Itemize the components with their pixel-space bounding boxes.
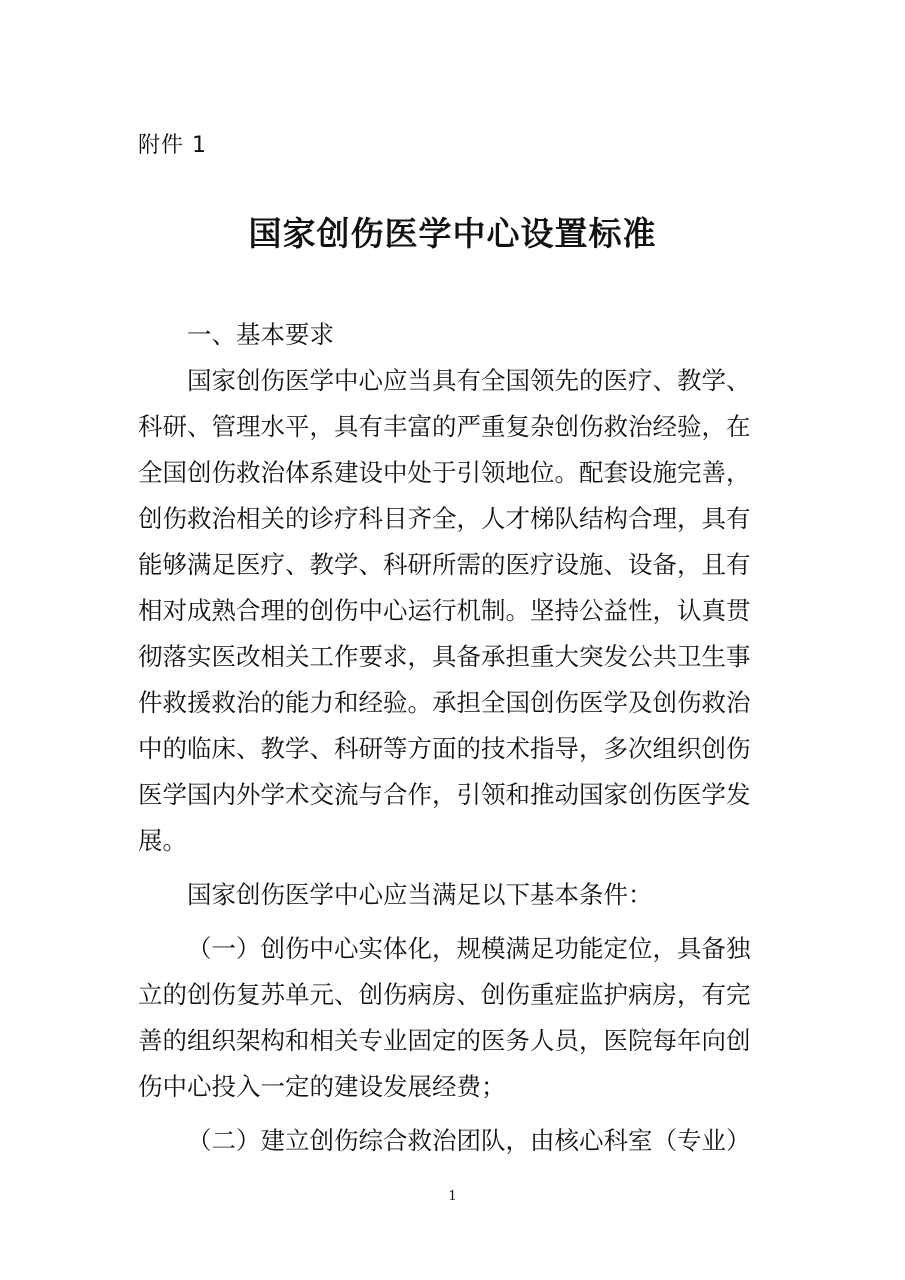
paragraph-line: 能够满足医疗、教学、科研所需的医疗设施、设备，且有 [138,550,751,579]
paragraph-line: 科研、管理水平，具有丰富的严重复杂创伤救治经验，在 [138,412,751,441]
paragraph-line: 彻落实医改相关工作要求，具备承担重大突发公共卫生事 [138,642,751,671]
paragraph-line: 创伤救治相关的诊疗科目齐全，人才梯队结构合理，具有 [138,504,751,533]
page-number: 1 [448,1189,457,1204]
paragraph-line: 展。 [138,826,187,855]
document-body [138,312,772,1164]
section-heading: 一、基本要求 [187,320,334,349]
list-item-line: 立的创伤复苏单元、创伤病房、创伤重症监护病房，有完 [138,980,751,1009]
list-item-line: 善的组织架构和相关专业固定的医务人员，医院每年向创 [138,1026,751,1055]
list-item-line: （二）建立创伤综合救治团队，由核心科室（专业） [187,1126,751,1155]
paragraph-line: 医学国内外学术交流与合作，引领和推动国家创伤医学发 [138,780,751,809]
paragraph-line: 国家创伤医学中心应当满足以下基本条件： [187,880,653,909]
paragraph-line: 相对成熟合理的创伤中心运行机制。坚持公益性，认真贯 [138,596,751,625]
paragraph-line: 件救援救治的能力和经验。承担全国创伤医学及创伤救治 [138,688,751,717]
paragraph-line: 国家创伤医学中心应当具有全国领先的医疗、教学、 [187,366,751,395]
paragraph-line: 全国创伤救治体系建设中处于引领地位。配套设施完善， [138,458,751,487]
attachment-label: 附件 1 [138,133,207,158]
list-item-line: 伤中心投入一定的建设发展经费； [138,1072,506,1101]
document-title: 国家创伤医学中心设置标准 [248,214,657,253]
list-item-line: （一）创伤中心实体化，规模满足功能定位，具备独 [187,934,751,963]
paragraph-line: 中的临床、教学、科研等方面的技术指导，多次组织创伤 [138,734,751,763]
